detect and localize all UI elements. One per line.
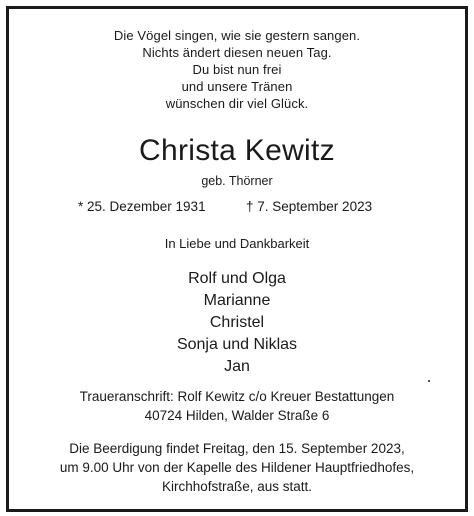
poem-line: Du bist nun frei: [192, 62, 282, 77]
funeral-line: um 9.00 Uhr von der Kapelle des Hildener Hauptfriedhofes,: [59, 460, 415, 475]
mourner-name: Christel: [209, 314, 265, 331]
poem-line: Nichts ändert diesen neuen Tag.: [142, 45, 332, 60]
mourner-name: Sonja und Niklas: [176, 336, 298, 353]
intro-text: In Liebe und Dankbarkeit: [164, 236, 310, 251]
mourner-name: Rolf und Olga: [188, 270, 286, 287]
mourner-name: Jan: [224, 358, 250, 375]
poem-line: und unsere Tränen: [181, 79, 293, 94]
funeral-line: Kirchhofstraße, aus statt.: [161, 479, 313, 494]
poem-line: Die Vögel singen, wie sie gestern sangen.: [113, 28, 361, 43]
funeral-line: Die Beerdigung findet Freitag, den 15. September 2023,: [69, 441, 405, 456]
poem-line: wünschen dir viel Glück.: [165, 96, 309, 111]
address-line: 40724 Hilden, Walder Straße 6: [144, 408, 330, 423]
birth-name: geb. Thörner: [201, 174, 273, 188]
print-speck: [428, 380, 430, 382]
deceased-name: Christa Kewitz: [139, 134, 335, 167]
life-dates: [0, 199, 474, 217]
mourner-name: Marianne: [203, 292, 271, 309]
birth-date: * 25. Dezember 1931: [78, 199, 206, 214]
address-line: Traueranschrift: Rolf Kewitz c/o Kreuer Bestattungen: [79, 389, 395, 404]
death-date: † 7. September 2023: [246, 199, 373, 214]
